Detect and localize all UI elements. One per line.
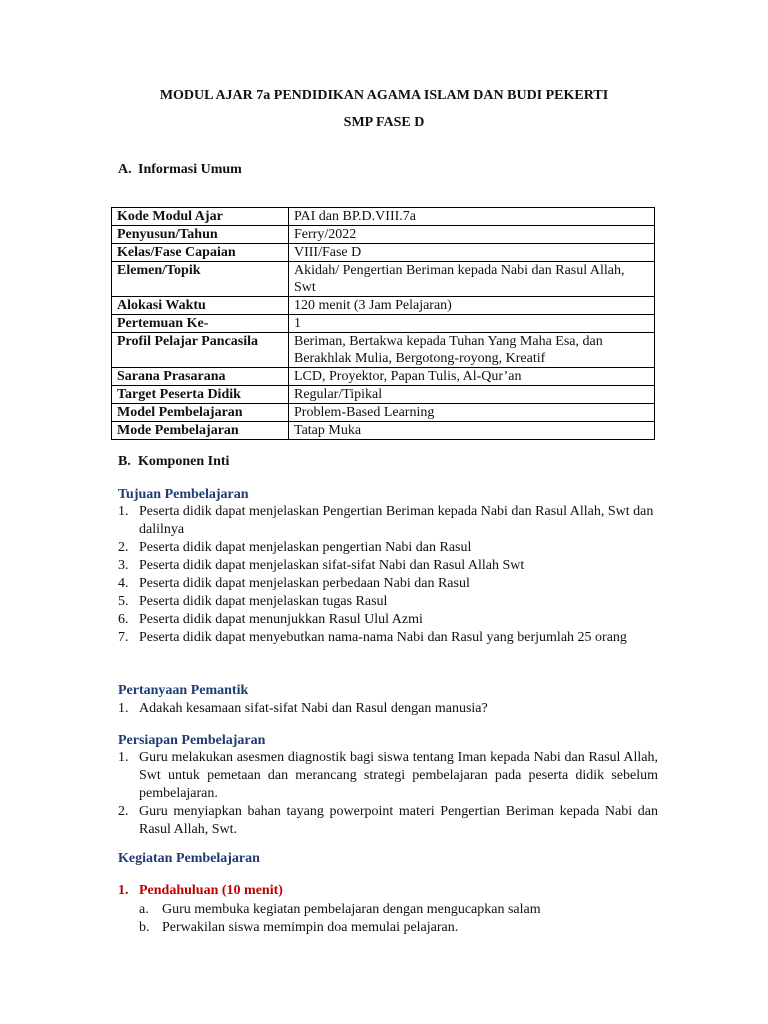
section-a-heading	[118, 162, 242, 178]
list-item	[118, 629, 658, 647]
info-table-row	[112, 244, 655, 262]
info-table	[111, 207, 655, 440]
list-item-text: Peserta didik dapat menjelaskan Pengertian Beriman kepada Nabi dan Rasul Allah, Swt dan dalilnya	[139, 504, 654, 537]
list-item-number: 1.	[118, 750, 129, 765]
info-table-row	[112, 297, 655, 315]
info-table-row	[112, 368, 655, 386]
info-value: 120 menit (3 Jam Pelajaran)	[289, 297, 655, 315]
info-table-row	[112, 333, 655, 368]
list-item-text: Peserta didik dapat menjelaskan pengertian Nabi dan Rasul	[139, 540, 472, 555]
info-table-row	[112, 422, 655, 440]
info-table-row	[112, 208, 655, 226]
list-item	[118, 557, 658, 575]
info-key: Pertemuan Ke-	[112, 315, 289, 333]
list-item-number: 1.	[118, 504, 129, 519]
persiapan-heading: Persiapan Pembelajaran	[118, 733, 266, 748]
document-title: MODUL AJAR 7a PENDIDIKAN AGAMA ISLAM DAN BUDI PEKERTI	[159, 88, 609, 103]
list-item	[118, 539, 658, 557]
section-b-heading	[118, 454, 229, 470]
info-key: Elemen/Topik	[112, 262, 289, 297]
list-item-text: Peserta didik dapat menjelaskan tugas Rasul	[139, 594, 388, 609]
list-item-number: b.	[139, 920, 150, 935]
info-value: Tatap Muka	[289, 422, 655, 440]
section-b-letter: B.	[118, 454, 131, 469]
info-value: PAI dan BP.D.VIII.7a	[289, 208, 655, 226]
list-item	[139, 901, 659, 919]
list-item	[118, 503, 658, 539]
info-table-row	[112, 404, 655, 422]
list-item	[118, 611, 658, 629]
list-item-number: a.	[139, 902, 149, 917]
info-value: Problem-Based Learning	[289, 404, 655, 422]
list-item-number: 7.	[118, 630, 129, 645]
info-key: Kode Modul Ajar	[112, 208, 289, 226]
info-value: Beriman, Bertakwa kepada Tuhan Yang Maha Esa, dan Berakhlak Mulia, Bergotong-royong, Kreatif	[289, 333, 655, 368]
document-subtitle: SMP FASE D	[343, 115, 425, 130]
pertanyaan-list	[118, 700, 658, 718]
pendahuluan-heading	[118, 883, 283, 899]
list-item-number: 1.	[118, 701, 129, 716]
list-item	[118, 803, 658, 839]
info-key: Alokasi Waktu	[112, 297, 289, 315]
info-value: 1	[289, 315, 655, 333]
list-item	[139, 919, 659, 937]
info-value: LCD, Proyektor, Papan Tulis, Al-Qur’an	[289, 368, 655, 386]
tujuan-heading: Tujuan Pembelajaran	[118, 487, 249, 502]
list-item-number: 6.	[118, 612, 129, 627]
list-item-text: Guru melakukan asesmen diagnostik bagi siswa tentang Iman kepada Nabi dan Rasul Allah, Swt untuk pemetaan dan merancang strategi pembelajaran pada peserta didik sebelum pembelajaran.	[139, 750, 658, 801]
list-item-text: Perwakilan siswa memimpin doa memulai pelajaran.	[162, 920, 459, 935]
pendahuluan-list	[139, 901, 659, 937]
pendahuluan-title: Pendahuluan (10 menit)	[139, 883, 283, 898]
list-item-text: Adakah kesamaan sifat-sifat Nabi dan Rasul dengan manusia?	[139, 701, 488, 716]
list-item	[118, 749, 658, 803]
list-item-text: Peserta didik dapat menjelaskan perbedaan Nabi dan Rasul	[139, 576, 470, 591]
list-item	[118, 700, 658, 718]
info-key: Mode Pembelajaran	[112, 422, 289, 440]
list-item-text: Guru menyiapkan bahan tayang powerpoint materi Pengertian Beriman kepada Nabi dan Rasul Allah, Swt.	[139, 804, 658, 837]
info-key: Kelas/Fase Capaian	[112, 244, 289, 262]
persiapan-list	[118, 749, 658, 839]
list-item-text: Peserta didik dapat menjelaskan sifat-sifat Nabi dan Rasul Allah Swt	[139, 558, 525, 573]
pendahuluan-number: 1.	[118, 883, 129, 898]
list-item	[118, 593, 658, 611]
info-key: Penyusun/Tahun	[112, 226, 289, 244]
list-item-text: Peserta didik dapat menunjukkan Rasul Ulul Azmi	[139, 612, 423, 627]
list-item-number: 2.	[118, 804, 129, 819]
info-table-row	[112, 315, 655, 333]
section-b-title: Komponen Inti	[138, 454, 230, 469]
list-item-text: Guru membuka kegiatan pembelajaran dengan mengucapkan salam	[162, 902, 541, 917]
info-table-row	[112, 386, 655, 404]
list-item-number: 4.	[118, 576, 129, 591]
info-key: Target Peserta Didik	[112, 386, 289, 404]
info-table-row	[112, 226, 655, 244]
list-item-number: 5.	[118, 594, 129, 609]
kegiatan-heading: Kegiatan Pembelajaran	[118, 851, 260, 866]
section-a-title: Informasi Umum	[138, 162, 242, 177]
list-item-text: Peserta didik dapat menyebutkan nama-nama Nabi dan Rasul yang berjumlah 25 orang	[139, 630, 627, 645]
list-item	[118, 575, 658, 593]
info-key: Sarana Prasarana	[112, 368, 289, 386]
list-item-number: 3.	[118, 558, 129, 573]
info-table-row	[112, 262, 655, 297]
list-item-number: 2.	[118, 540, 129, 555]
tujuan-list	[118, 503, 658, 647]
info-value: VIII/Fase D	[289, 244, 655, 262]
info-key: Model Pembelajaran	[112, 404, 289, 422]
info-value: Regular/Tipikal	[289, 386, 655, 404]
info-value: Akidah/ Pengertian Beriman kepada Nabi dan Rasul Allah, Swt	[289, 262, 655, 297]
section-a-letter: A.	[118, 162, 132, 177]
info-value: Ferry/2022	[289, 226, 655, 244]
pertanyaan-heading: Pertanyaan Pemantik	[118, 683, 249, 698]
info-key: Profil Pelajar Pancasila	[112, 333, 289, 368]
